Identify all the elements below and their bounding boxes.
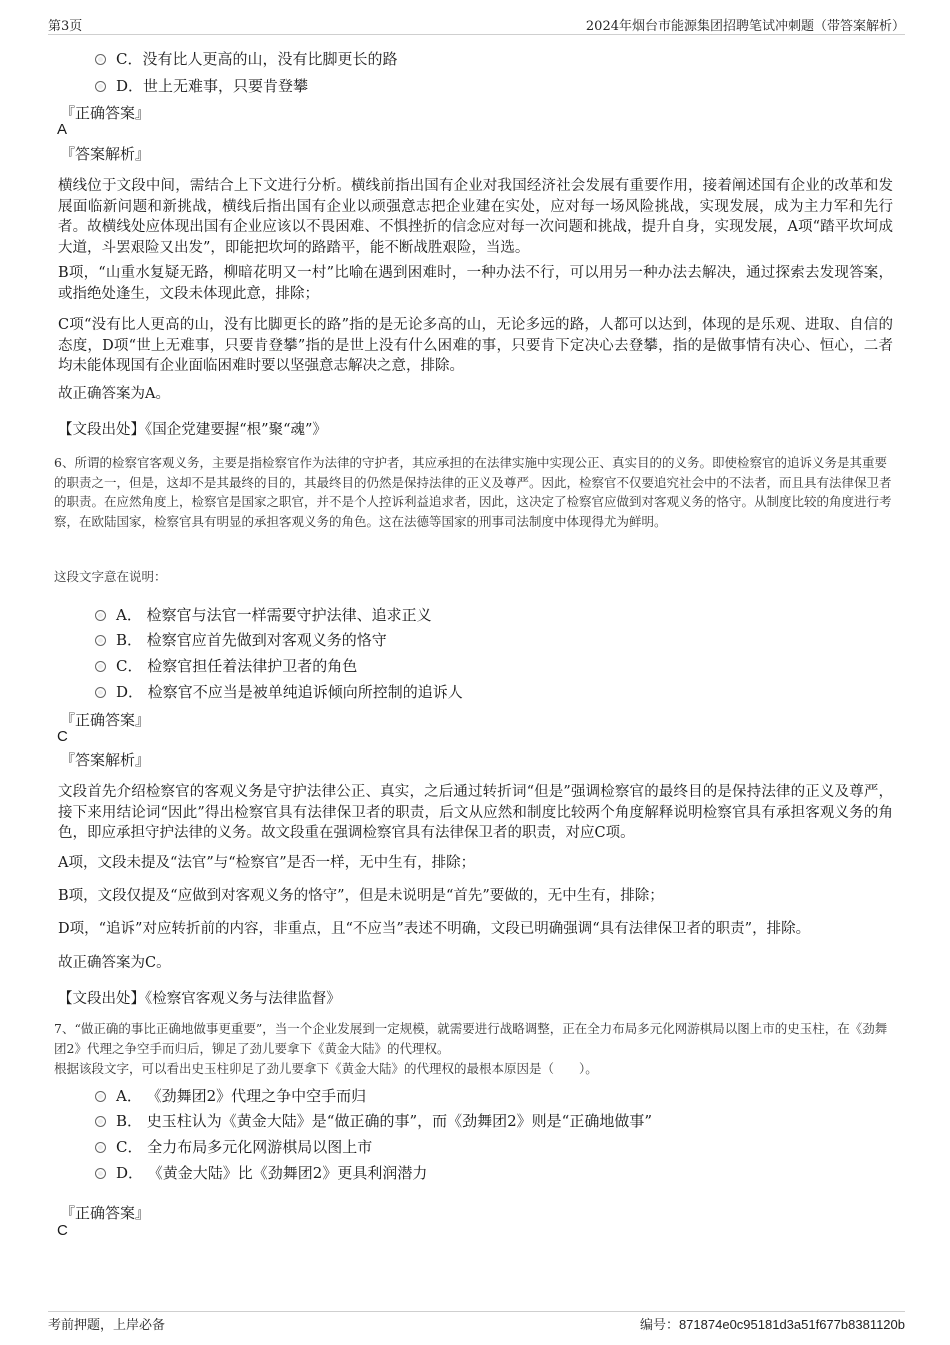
document-code (640, 1314, 905, 1333)
question-prompt: 根据该段文字，可以看出史玉柱卯足了劲儿要拿下《黄金大陆》的代理权的最根本原因是（ ）。 (54, 1061, 598, 1076)
analysis-paragraph: C项“没有比人更高的山，没有比脚更长的路”指的是无论多高的山，无论多远的路，人都可以达到，体现的是乐观、进取、自信的态度，D项“世上无难事，只要肯登攀”指的是世上没有什么困难的事，只要肯下定决心去登攀，指的是做事情有决心、恒心，二者均未能体现国有企业面临困难时要以坚强意志解决之意，排除。 (58, 317, 893, 374)
answer-label: 『正确答案』 (60, 1204, 151, 1222)
answer-value: A (57, 121, 68, 138)
footer-slogan: 考前押题，上岸必备 (48, 1318, 166, 1333)
radio-icon[interactable] (95, 54, 106, 65)
analysis-paragraph: 故正确答案为C。 (58, 955, 171, 971)
option-a[interactable]: A． 《劲舞团2》代理之争中空手而归 (95, 1085, 366, 1106)
option-b[interactable]: B． 检察官应首先做到对客观义务的恪守 (95, 629, 387, 650)
page-number: 第3页 (48, 19, 83, 34)
answer-value: C (57, 728, 68, 745)
analysis-label: 『答案解析』 (60, 751, 151, 769)
analysis-label: 『答案解析』 (60, 145, 151, 163)
analysis-paragraph: B项，文段仅提及“应做到对客观义务的恪守”，但是未说明是“首先”要做的，无中生有，排除； (58, 888, 664, 904)
option-c[interactable]: C． 全力布局多元化网游棋局以图上市 (95, 1136, 372, 1157)
analysis-paragraph: B项，“山重水复疑无路，柳暗花明又一村”比喻在遇到困难时，一种办法不行，可以用另一种办法去解决，通过探索去发现答案，或指绝处逢生，文段未体现此意，排除； (58, 265, 893, 302)
option-c[interactable]: C． 检察官担任着法律护卫者的角色 (95, 655, 357, 676)
source-citation: 【文段出处】《检察官客观义务与法律监督》 (58, 991, 341, 1007)
question-prompt: 这段文字意在说明： (54, 569, 167, 584)
question-text: 6、所谓的检察官客观义务，主要是指检察官作为法律的守护者，其应承担的在法律实施中实现公正、真实目的的义务。即使检察官的追诉义务是其重要的职责之一，但是，这却不是其最终的目的，其最终目的仍然是保持法律的正义及尊严。因此，检察官不仅要追究社会中的不法者，而且具有法律保卫者的职责。在应然角度上，检察官是国家之职官，并不是个人控诉利益追求者，因此，这决定了检察官应做到对客观义务的恪守。从制度比较的角度进行考察，在欧陆国家，检察官具有明显的承担客观义务的角色。这在法德等国家的刑事司法制度中体现得尤为鲜明。 (54, 455, 892, 529)
question-text: 7、“做正确的事比正确地做事更重要”，当一个企业发展到一定规模，就需要进行战略调整，正在全力布局多元化网游棋局以图上市的史玉柱，在《劲舞团2》代理之争空手而归后，铆足了劲儿要拿下《黄金大陆》的代理权。 (54, 1021, 888, 1056)
radio-icon[interactable] (95, 1168, 106, 1179)
radio-icon[interactable] (95, 635, 106, 646)
source-citation: 【文段出处】《国企党建要握“根”聚“魂”》 (58, 422, 327, 438)
option-d[interactable]: D． 《黄金大陆》比《劲舞团2》更具利润潜力 (95, 1162, 427, 1183)
answer-label: 『正确答案』 (60, 711, 151, 729)
answer-value: C (57, 1222, 68, 1239)
analysis-paragraph: 横线位于文段中间，需结合上下文进行分析。横线前指出国有企业对我国经济社会发展有重要作用，接着阐述国有企业的改革和发展面临新问题和新挑战，横线后指出国有企业以顽强意志把企业建在实处，应对每一场风险挑战，实现发展，成为主力军和先行者。故横线处应体现出国有企业应该以不畏困难、不惧挫折的信念应对每一次问题和挑战，提升自身，实现发展，A项“踏平坎坷成大道，斗罢艰险又出发”，即能把坎坷的路踏平，能不断战胜艰险，当选。 (58, 178, 893, 256)
page-header (48, 0, 905, 35)
option-b[interactable]: B． 史玉柱认为《黄金大陆》是“做正确的事”，而《劲舞团2》则是“正确地做事” (95, 1110, 652, 1131)
option-d[interactable]: D． 检察官不应当是被单纯追诉倾向所控制的追诉人 (95, 681, 463, 702)
radio-icon[interactable] (95, 1116, 106, 1127)
page-footer (48, 1311, 905, 1333)
option-c[interactable]: C．没有比人更高的山，没有比脚更长的路 (95, 48, 397, 69)
analysis-paragraph: D项，“追诉”对应转折前的内容，非重点，且“不应当”表述不明确，文段已明确强调“具有法律保卫者的职责”，排除。 (58, 921, 811, 937)
radio-icon[interactable] (95, 1142, 106, 1153)
analysis-paragraph: A项，文段未提及“法官”与“检察官”是否一样，无中生有，排除； (58, 855, 476, 871)
radio-icon[interactable] (95, 81, 106, 92)
radio-icon[interactable] (95, 610, 106, 621)
answer-label: 『正确答案』 (60, 104, 151, 122)
code-label: 编号： (639, 1317, 679, 1332)
analysis-paragraph: 故正确答案为A。 (58, 386, 170, 402)
radio-icon[interactable] (95, 687, 106, 698)
document-title: 2024年烟台市能源集团招聘笔试冲刺题（带答案解析） (585, 19, 905, 34)
radio-icon[interactable] (95, 661, 106, 672)
option-a[interactable]: A． 检察官与法官一样需要守护法律、追求正义 (95, 604, 432, 625)
radio-icon[interactable] (95, 1091, 106, 1102)
option-d[interactable]: D．世上无难事，只要肯登攀 (95, 75, 308, 96)
code-value: 871874e0c95181d3a51f677b8381120b (678, 1317, 905, 1332)
analysis-paragraph: 文段首先介绍检察官的客观义务是守护法律公正、真实，之后通过转折词“但是”强调检察官的最终目的是保持法律的正义及尊严，接下来用结论词“因此”得出检察官具有法律保卫者的职责，后文从应然和制度比较两个角度解释说明检察官具有承担客观义务的角色，即应承担守护法律的义务。故文段重在强调检察官具有法律保卫者的职责，对应C项。 (58, 784, 893, 841)
